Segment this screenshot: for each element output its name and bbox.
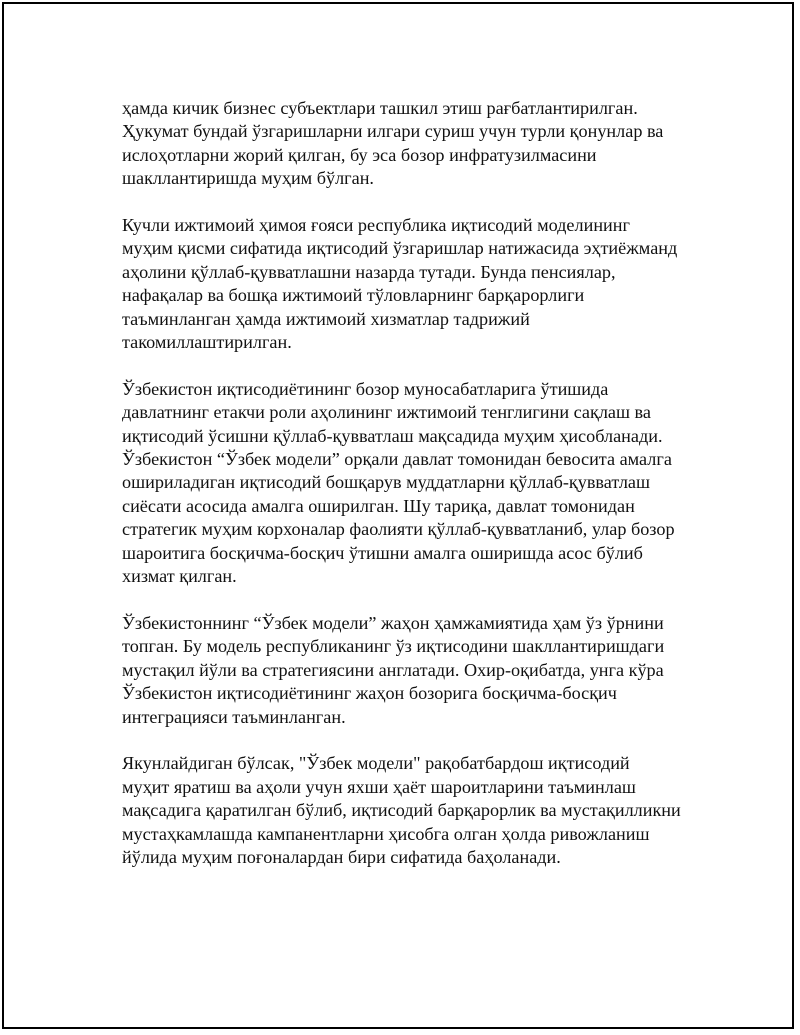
paragraph-4 [122,612,722,729]
paragraph-1 [122,97,722,191]
paragraph-3 [122,378,722,589]
text-line: ислоҳотларни жорий қилган, бу эса бозор инфратузилмасини [122,144,597,165]
text-line: шароитига босқичма-босқич ўтишни амалга оширишда асос бўлиб [122,542,643,563]
text-line: интеграцияси таъминланган. [122,706,346,727]
text-line: стратегик муҳим корхоналар фаолияти қўллаб-қувватланиб, улар бозор [122,519,675,540]
text-line: топган. Бу модель республиканинг ўз иқтисодини шакллантиришдаги [122,636,665,657]
text-line: сиёсати асосида амалга оширилган. Шу тариқа, давлат томонидан [122,495,635,516]
document-body [122,97,722,893]
text-line: мустаҳкамлашда кампанентларни ҳисобга олган ҳолда ривожланиш [122,823,650,844]
text-line: иқтисодий ўсишни қўллаб-қувватлаш мақсадида муҳим ҳисобланади. [122,425,663,446]
text-line: аҳолини қўллаб-қувватлашни назарда тутади. Бунда пенсиялар, [122,261,616,282]
text-line: муҳит яратиш ва аҳоли учун яхши ҳаёт шароитларини таъминлаш [122,776,636,797]
text-line: Ўзбекистон иқтисодиётининг жаҳон бозорига босқичма-босқич [122,683,617,704]
text-line: давлатнинг етакчи роли аҳолининг ижтимоий тенглигини сақлаш ва [122,402,651,423]
text-line: ошириладиган иқтисодий бошқарув муддатларни қўллаб-қувватлаш [122,472,651,493]
text-line: мустақил йўли ва стратегиясини англатади. Охир-оқибатда, унга кўра [122,659,664,680]
paragraph-2 [122,214,722,354]
text-line: мақсадига қаратилган бўлиб, иқтисодий барқарорлик ва мустақилликни [122,800,681,821]
text-line: такомиллаштирилган. [122,332,292,353]
paragraph-5 [122,752,722,869]
text-line: Ўзбекистон “Ўзбек модели” орқали давлат томонидан бевосита амалга [122,449,672,470]
text-line: Ўзбекистон иқтисодиётининг бозор муносабатларига ўтишида [122,378,609,399]
text-line: хизмат қилган. [122,566,237,587]
text-line: Ҳукумат бундай ўзгаришларни илгари суриш учун турли қонунлар ва [122,121,664,142]
text-line: шакллантиришда муҳим бўлган. [122,168,374,189]
page-frame [2,2,794,1029]
text-line: нафақалар ва бошқа ижтимоий тўловларнинг барқарорлиги [122,285,585,306]
text-line: Якунлайдиган бўлсак, "Ўзбек модели" рақобатбардош иқтисодий [122,753,630,774]
text-line: Ўзбекистоннинг “Ўзбек модели” жаҳон ҳамжамиятида ҳам ўз ўрнини [122,612,664,633]
text-line: таъминланган ҳамда ижтимоий хизматлар тадрижий [122,308,530,329]
text-line: ҳамда кичик бизнес субъектлари ташкил этиш рағбатлантирилган. [122,98,638,118]
text-line: йўлида муҳим поғоналардан бири сифатида баҳоланади. [122,846,561,867]
text-line: муҳим қисми сифатида иқтисодий ўзгаришлар натижасида эҳтиёжманд [122,238,678,259]
text-line: Кучли ижтимоий ҳимоя ғояси республика иқтисодий моделининг [122,215,630,236]
